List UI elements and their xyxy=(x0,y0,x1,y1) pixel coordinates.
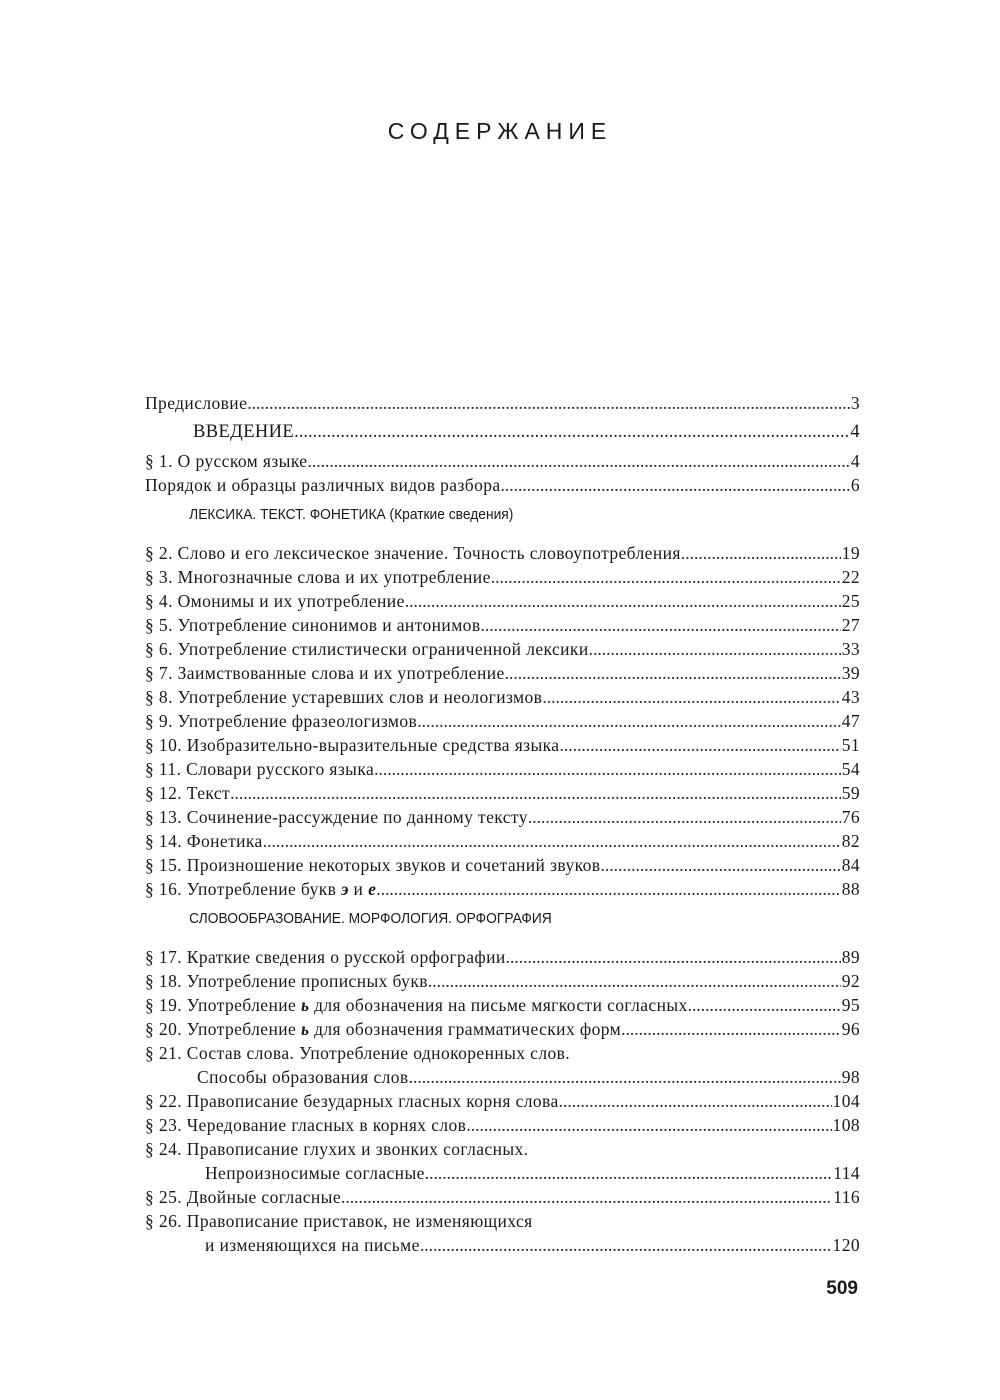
toc-entry-label: § 23. Чередование гласных в корнях слов xyxy=(145,1115,467,1135)
toc-entry-label-prefix: § 20. Употребление xyxy=(145,1019,301,1039)
toc-entry-page: 76 xyxy=(841,807,860,827)
toc-entry-page: 116 xyxy=(833,1187,860,1207)
toc-entry xyxy=(145,829,860,853)
toc-entry xyxy=(145,781,860,805)
toc-entry xyxy=(145,661,860,685)
toc-entry-label: § 2. Слово и его лексическое значение. Точность словоупотребления xyxy=(145,543,681,563)
dot-leader xyxy=(374,757,841,781)
dot-leader xyxy=(341,1185,832,1209)
toc-entry-page: 19 xyxy=(841,543,860,563)
section-heading-morphology: СЛОВООБРАЗОВАНИЕ. МОРФОЛОГИЯ. ОРФОГРАФИЯ xyxy=(189,910,552,927)
toc-entry-page: 54 xyxy=(841,759,860,779)
toc-entry-label-prefix: § 16. Употребление букв xyxy=(145,879,342,899)
dot-leader xyxy=(559,733,840,757)
toc-entry xyxy=(145,709,860,733)
dot-leader xyxy=(506,945,841,969)
dot-leader xyxy=(376,877,840,901)
toc-entry-label: § 10. Изобразительно-выразительные средства языка xyxy=(145,735,560,755)
toc-entry-page: 22 xyxy=(841,567,860,587)
dot-leader xyxy=(405,589,841,613)
toc-entry-label: § 8. Употребление устаревших слов и неологизмов xyxy=(145,687,543,707)
toc-entry-page: 51 xyxy=(841,735,860,755)
toc-entry-page: 6 xyxy=(850,475,860,495)
toc-entry xyxy=(145,757,860,781)
toc-entry-label: § 17. Краткие сведения о русской орфографии xyxy=(145,947,506,967)
toc-entry-line2 xyxy=(145,1065,860,1089)
toc-entry-label-prefix: § 19. Употребление xyxy=(145,995,301,1015)
toc-entry-page: 92 xyxy=(841,971,860,991)
dot-leader xyxy=(409,1065,841,1089)
dot-leader xyxy=(505,661,841,685)
dot-leader xyxy=(307,449,849,473)
toc-entry-line1 xyxy=(145,1041,860,1065)
toc-entry-line2 xyxy=(145,1161,860,1185)
toc-entry-label: § 5. Употребление синонимов и антонимов xyxy=(145,615,481,635)
table-of-contents xyxy=(145,391,860,1257)
letter-e-reverse: э xyxy=(341,879,349,899)
toc-entry-page: 59 xyxy=(841,783,860,803)
dot-leader xyxy=(480,613,840,637)
dot-leader xyxy=(501,473,850,497)
dot-leader xyxy=(542,685,840,709)
toc-entry xyxy=(145,1185,860,1209)
toc-entry-page: 33 xyxy=(841,639,860,659)
toc-entry-label: § 18. Употребление прописных букв xyxy=(145,971,428,991)
toc-entry-label xyxy=(145,993,688,1017)
toc-entry xyxy=(145,541,860,565)
toc-entry-page: 120 xyxy=(832,1235,860,1255)
toc-entry-label: § 9. Употребление фразеологизмов xyxy=(145,711,418,731)
page-number: 509 xyxy=(826,1278,858,1299)
toc-entry xyxy=(145,473,860,497)
toc-entry-label: и изменяющихся на письме xyxy=(205,1235,420,1255)
toc-entry-line1 xyxy=(145,1137,860,1161)
dot-leader xyxy=(466,1113,831,1137)
toc-entry xyxy=(145,589,860,613)
dot-leader xyxy=(528,805,841,829)
dot-leader xyxy=(681,541,841,565)
toc-entry-page: 3 xyxy=(850,393,860,413)
toc-entry-label xyxy=(145,877,376,901)
letter-e: е xyxy=(368,879,377,899)
toc-entry xyxy=(145,449,860,473)
toc-entry-label: Порядок и образцы различных видов разбора xyxy=(145,475,501,495)
toc-entry-page: 39 xyxy=(841,663,860,683)
toc-entry-label: § 1. О русском языке xyxy=(145,451,308,471)
toc-entry-label: § 25. Двойные согласные xyxy=(145,1187,342,1207)
toc-entry-label: Предисловие xyxy=(145,393,248,413)
toc-entry-page: 84 xyxy=(841,855,860,875)
dot-leader xyxy=(230,781,841,805)
toc-entry-label: § 7. Заимствованные слова и их употребление xyxy=(145,663,505,683)
toc-entry-page: 25 xyxy=(841,591,860,611)
toc-entry-page: 98 xyxy=(841,1067,860,1087)
toc-entry xyxy=(145,1113,860,1137)
toc-entry-label: § 22. Правописание безударных гласных корня слова xyxy=(145,1091,559,1111)
toc-entry xyxy=(145,1017,860,1041)
toc-entry-label: § 26. Правописание приставок, не изменяющихся xyxy=(145,1211,533,1231)
toc-entry-introduction xyxy=(145,420,860,444)
toc-entry-label xyxy=(145,1017,621,1041)
dot-leader xyxy=(425,1161,832,1185)
toc-entry xyxy=(145,805,860,829)
toc-entry-label: Непроизносимые согласные xyxy=(205,1163,425,1183)
dot-leader xyxy=(294,420,849,444)
toc-entry-page: 108 xyxy=(832,1115,860,1135)
toc-entry xyxy=(145,637,860,661)
toc-entry-label: ВВЕДЕНИЕ xyxy=(193,422,295,442)
toc-entry-page: 96 xyxy=(841,1019,860,1039)
toc-entry-label: § 13. Сочинение-рассуждение по данному тексту xyxy=(145,807,528,827)
toc-entry-page: 4 xyxy=(850,451,860,471)
toc-entry-preface xyxy=(145,391,860,415)
toc-entry-label: § 15. Произношение некоторых звуков и сочетаний звуков xyxy=(145,855,601,875)
toc-entry xyxy=(145,969,860,993)
toc-entry-label: § 12. Текст xyxy=(145,783,231,803)
toc-entry-line2 xyxy=(145,1233,860,1257)
toc-entry-label: § 6. Употребление стилистически ограниченной лексики xyxy=(145,639,589,659)
dot-leader xyxy=(600,853,840,877)
toc-entry-page: 82 xyxy=(841,831,860,851)
toc-entry-page: 104 xyxy=(832,1091,860,1111)
toc-entry xyxy=(145,945,860,969)
toc-entry xyxy=(145,853,860,877)
dot-leader xyxy=(621,1017,841,1041)
toc-entry-label: § 21. Состав слова. Употребление однокоренных слов. xyxy=(145,1043,571,1063)
toc-entry-page: 89 xyxy=(841,947,860,967)
dot-leader xyxy=(589,637,841,661)
toc-entry xyxy=(145,993,860,1017)
dot-leader xyxy=(420,1233,832,1257)
dot-leader xyxy=(559,1089,832,1113)
toc-entry-label: Способы образования слов xyxy=(197,1067,409,1087)
toc-entry-label: § 14. Фонетика xyxy=(145,831,263,851)
toc-entry xyxy=(145,877,860,901)
toc-entry xyxy=(145,613,860,637)
toc-entry-page: 88 xyxy=(841,879,860,899)
toc-entry xyxy=(145,685,860,709)
dot-leader xyxy=(688,993,841,1017)
toc-entry-page: 114 xyxy=(833,1163,860,1183)
page-title: СОДЕРЖАНИЕ xyxy=(387,118,613,144)
section-heading-lexicon: ЛЕКСИКА. ТЕКСТ. ФОНЕТИКА (Краткие сведения) xyxy=(189,506,514,523)
toc-entry-page: 95 xyxy=(841,995,860,1015)
dot-leader xyxy=(428,969,841,993)
toc-entry-label-mid: и xyxy=(348,879,369,899)
dot-leader xyxy=(417,709,840,733)
letter-soft-sign: ь xyxy=(300,995,310,1015)
toc-entry-label-suffix: для обозначения на письме мягкости согласных xyxy=(309,995,688,1015)
dot-leader xyxy=(491,565,841,589)
dot-leader xyxy=(247,391,850,415)
toc-entry xyxy=(145,1089,860,1113)
toc-entry-line1 xyxy=(145,1209,860,1233)
toc-entry-label: § 11. Словари русского языка xyxy=(145,759,375,779)
toc-entry-page: 47 xyxy=(841,711,860,731)
toc-entry-page: 4 xyxy=(850,422,860,442)
toc-entry-page: 27 xyxy=(841,615,860,635)
dot-leader xyxy=(263,829,841,853)
toc-entry-label: § 24. Правописание глухих и звонких согласных. xyxy=(145,1139,529,1159)
toc-entry xyxy=(145,733,860,757)
toc-entry-label: § 3. Многозначные слова и их употребление xyxy=(145,567,491,587)
toc-entry-page: 43 xyxy=(841,687,860,707)
letter-soft-sign: ь xyxy=(300,1019,310,1039)
toc-entry-label-suffix: для обозначения грамматических форм xyxy=(309,1019,622,1039)
toc-entry-label: § 4. Омонимы и их употребление xyxy=(145,591,405,611)
toc-entry xyxy=(145,565,860,589)
